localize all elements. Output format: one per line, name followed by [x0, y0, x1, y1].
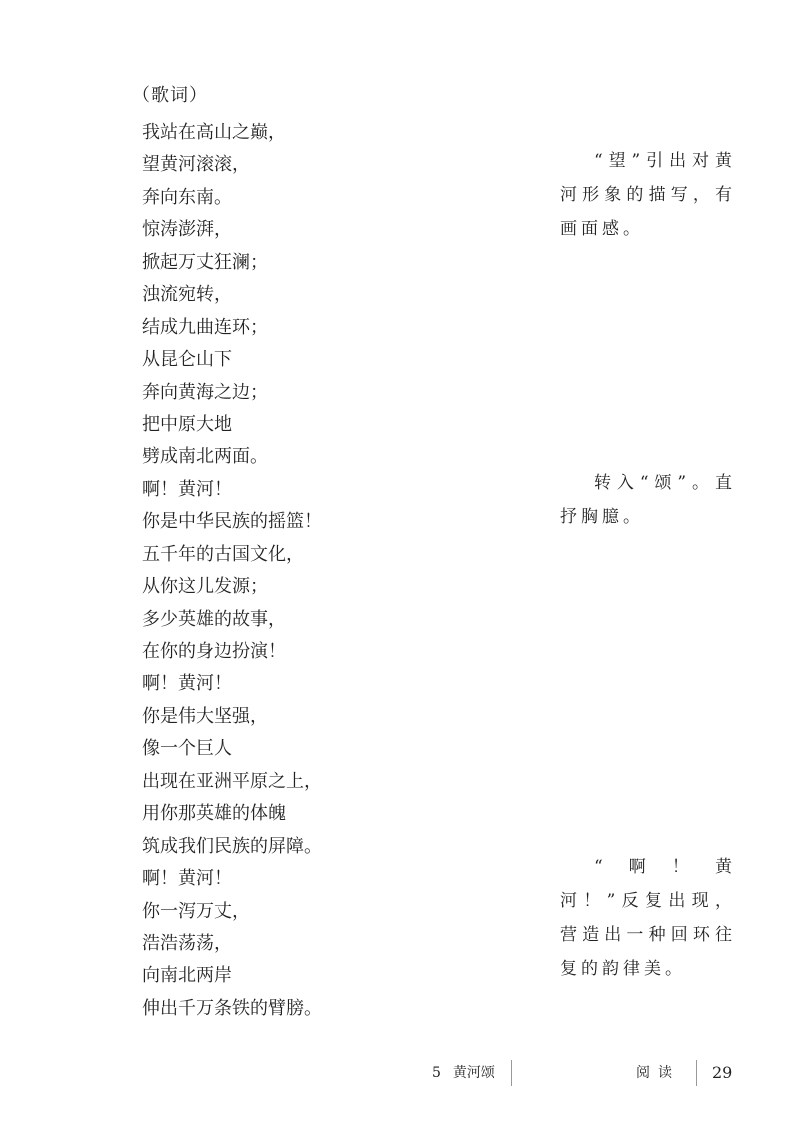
lesson-title: 黄河颂: [452, 1065, 495, 1081]
lyric-line: 掀起万丈狂澜；: [142, 251, 268, 273]
lyric-line: 向南北两岸: [142, 965, 232, 987]
lyric-line: 像一个巨人: [142, 738, 232, 760]
lyric-line: 你是伟大坚强，: [142, 705, 268, 727]
lyric-line: 伸出千万条铁的臂膀。: [142, 997, 322, 1019]
lyric-line: 从昆仑山下: [142, 349, 232, 371]
margin-note: 转入“颂”。直抒胸臆。: [560, 473, 736, 527]
lesson-number: 5: [432, 1065, 441, 1081]
lyric-line: 出现在亚洲平原之上，: [142, 770, 322, 792]
footer-section: 阅读: [636, 1065, 680, 1081]
lyric-line: 用你那英雄的体魄: [142, 803, 286, 825]
margin-note: “望”引出对黄河形象的描写，有画面感。: [560, 151, 736, 239]
lyric-line: 啊！黄河！: [142, 868, 232, 890]
lyric-line: 浩浩荡荡，: [142, 932, 232, 954]
lyric-line: 筑成我们民族的屏障。: [142, 835, 322, 857]
lyric-line: 浊流宛转，: [142, 284, 232, 306]
lyric-line: 奔向黄海之边；: [142, 381, 268, 403]
lyric-line: 结成九曲连环；: [142, 316, 268, 338]
lyric-line: 你是中华民族的摇篮！: [142, 511, 322, 533]
section-label: （歌词）: [132, 85, 208, 106]
lyric-line: 从你这儿发源；: [142, 576, 268, 598]
footer-divider: [511, 1060, 512, 1086]
lyrics-list: [142, 117, 322, 1025]
lyric-line: 在你的身边扮演！: [142, 641, 286, 662]
footer-divider: [696, 1060, 697, 1086]
lyric-line: 惊涛澎湃，: [142, 219, 232, 241]
lyric-line: 你一泻万丈，: [142, 900, 250, 922]
lyric-line: 把中原大地: [142, 413, 232, 435]
lyric-line: 望黄河滚滚，: [142, 154, 250, 176]
lyric-line: 多少英雄的故事，: [142, 608, 286, 630]
lyric-line: 我站在高山之巅，: [142, 122, 286, 143]
lyric-line: 奔向东南。: [142, 186, 232, 208]
footer-lesson: [432, 1060, 495, 1086]
lyric-line: 啊！黄河！: [142, 673, 232, 695]
page-number: 29: [712, 1063, 733, 1082]
lyric-line: 五千年的古国文化，: [142, 543, 304, 565]
lyric-line: 啊！黄河！: [142, 478, 232, 500]
margin-note: “啊！黄河！”反复出现，营造出一种回环往复的韵律美。: [560, 857, 736, 979]
lyric-line: 劈成南北两面。: [142, 446, 268, 468]
